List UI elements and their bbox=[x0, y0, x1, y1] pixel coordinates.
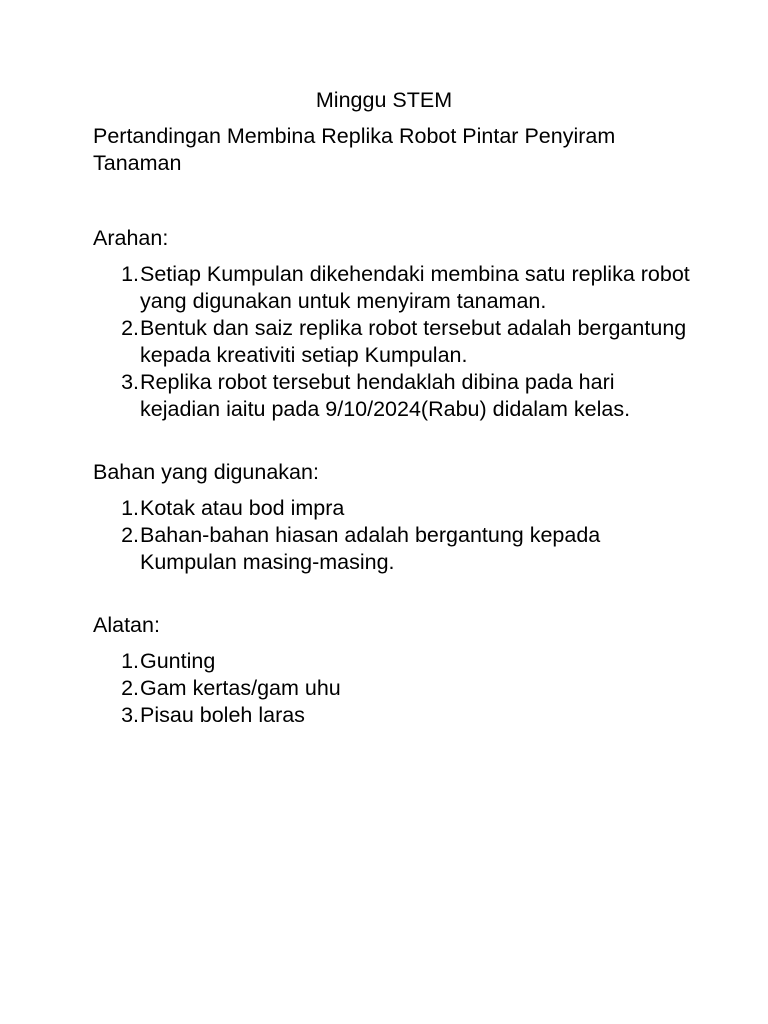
list-item bbox=[93, 495, 693, 522]
list-item bbox=[93, 675, 693, 702]
list-item bbox=[93, 522, 693, 576]
list-item-text: Kotak atau bod impra bbox=[140, 496, 345, 520]
list-number: 3. bbox=[121, 370, 139, 394]
list-item bbox=[93, 369, 693, 423]
section-heading-bahan: Bahan yang digunakan: bbox=[93, 460, 319, 484]
list-item-text: Gunting bbox=[140, 649, 216, 673]
list-item-text: Gam kertas/gam uhu bbox=[140, 676, 341, 700]
list-number: 3. bbox=[121, 703, 139, 727]
list-item-text: Bentuk dan saiz replika robot tersebut adalah bergantung kepada kreativiti setiap Kumpulan. bbox=[140, 316, 687, 367]
list-item bbox=[93, 261, 693, 315]
document-subtitle: Pertandingan Membina Replika Robot Pintar Penyiram Tanaman bbox=[93, 124, 616, 175]
list-number: 1. bbox=[121, 649, 139, 673]
list-number: 1. bbox=[121, 496, 139, 520]
list-item-text: Pisau boleh laras bbox=[140, 703, 305, 727]
section-heading-arahan: Arahan: bbox=[93, 226, 169, 250]
section-heading-alatan: Alatan: bbox=[93, 613, 160, 637]
list-number: 2. bbox=[121, 676, 139, 700]
list-arahan bbox=[93, 261, 693, 423]
document-title: Minggu STEM bbox=[315, 88, 453, 112]
list-item-text: Replika robot tersebut hendaklah dibina pada hari kejadian iaitu pada 9/10/2024(Rabu) didalam kelas. bbox=[140, 370, 631, 421]
list-alatan bbox=[93, 648, 693, 729]
list-item-text: Bahan-bahan hiasan adalah bergantung kepada Kumpulan masing-masing. bbox=[140, 523, 601, 574]
list-item bbox=[93, 702, 693, 729]
list-number: 2. bbox=[121, 523, 139, 547]
list-item bbox=[93, 648, 693, 675]
document-body bbox=[93, 123, 693, 729]
list-item bbox=[93, 315, 693, 369]
list-item-text: Setiap Kumpulan dikehendaki membina satu replika robot yang digunakan untuk menyiram tanaman. bbox=[140, 262, 690, 313]
list-number: 1. bbox=[121, 262, 139, 286]
list-number: 2. bbox=[121, 316, 139, 340]
list-bahan bbox=[93, 495, 693, 576]
